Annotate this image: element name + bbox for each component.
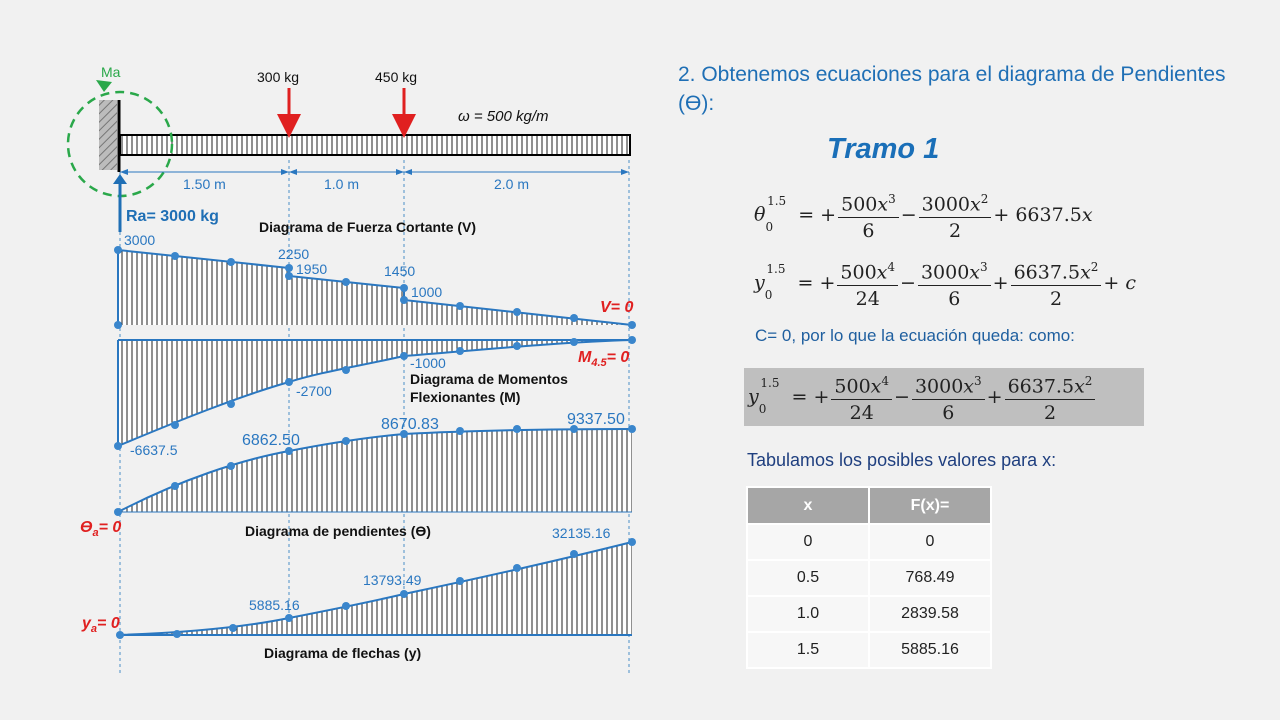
load-2-label: 450 kg bbox=[375, 69, 418, 85]
deflection-value-2: 13793.49 bbox=[363, 572, 422, 588]
moment-value-2: -2700 bbox=[296, 383, 332, 399]
table-row bbox=[747, 596, 991, 632]
theta-equation: $\theta_0^{1.5}$ = + $\frac{500x^3}{6}$ − $\frac{3000x^2}{2}$ + 6637.5x bbox=[754, 186, 1093, 244]
section-heading: 2. Obtenemos ecuaciones para el diagrama de Pendientes (ϴ): bbox=[678, 63, 1226, 115]
moment-end-label: $M_{4.5}= 0$ bbox=[578, 349, 630, 369]
shear-value-5: 1000 bbox=[411, 284, 443, 300]
moment-value-1: -6637.5 bbox=[130, 442, 178, 458]
table-cell-fx: 5885.16 bbox=[869, 632, 991, 668]
deflection-start-label: $y_a= 0$ bbox=[82, 615, 120, 635]
shear-title: Diagrama de Fuerza Cortante (V) bbox=[259, 219, 477, 235]
c-note: C= 0, por lo que la ecuación queda: como: bbox=[755, 326, 1075, 345]
slope-value-1: 6862.50 bbox=[242, 432, 300, 449]
table-row bbox=[747, 560, 991, 596]
shear-area bbox=[118, 250, 632, 325]
distributed-load-label: ω = 500 kg/m bbox=[458, 108, 549, 125]
dim-3: 2.0 m bbox=[494, 176, 530, 192]
table-header-x: x bbox=[747, 487, 869, 524]
final-equation-box: $y_0^{1.5}$ = + $\frac{500x^4}{24}$ − $\frac{3000x^3}{6}$ + $\frac{6637.5x^2}{2}$ bbox=[744, 368, 1144, 426]
table-cell-x: 1.5 bbox=[747, 632, 869, 668]
slope-start-label: $ϴ_a= 0$ bbox=[80, 519, 122, 539]
slope-value-2: 8670.83 bbox=[381, 416, 439, 433]
slope-title: Diagrama de pendientes (ϴ) bbox=[245, 523, 431, 539]
shear-value-4: 1450 bbox=[384, 263, 416, 279]
table-cell-fx: 0 bbox=[869, 524, 991, 560]
dimension-line bbox=[120, 169, 629, 175]
shear-value-2: 2250 bbox=[278, 246, 310, 262]
reaction-label: Ra= 3000 kg bbox=[126, 208, 219, 225]
moment-value-3: -1000 bbox=[410, 355, 446, 371]
table-header-fx: F(x)= bbox=[869, 487, 991, 524]
load-1-label: 300 kg bbox=[257, 69, 300, 85]
dim-2: 1.0 m bbox=[324, 176, 360, 192]
deflection-value-3: 32135.16 bbox=[552, 525, 611, 541]
deflection-value-1: 5885.16 bbox=[249, 597, 300, 613]
table-row bbox=[747, 632, 991, 668]
tramo-title: Tramo 1 bbox=[827, 133, 940, 165]
slope-value-3: 9337.50 bbox=[567, 411, 625, 428]
shear-value-3: 1950 bbox=[296, 261, 328, 277]
moment-label: Ma bbox=[101, 64, 121, 80]
table-cell-x: 0.5 bbox=[747, 560, 869, 596]
deflection-area bbox=[118, 542, 632, 635]
table-cell-fx: 768.49 bbox=[869, 560, 991, 596]
y-equation: $y_0^{1.5}$ = + $\frac{500x^4}{24}$ − $\frac{3000x^3}{6}$ + $\frac{6637.5x^2}{2}$ + c bbox=[754, 254, 1136, 312]
shear-end-label: V= 0 bbox=[600, 299, 634, 316]
slope-area bbox=[118, 429, 632, 512]
tabulate-note: Tabulamos los posibles valores para x: bbox=[747, 450, 1057, 470]
moment-title-line2: Flexionantes (M) bbox=[410, 389, 521, 405]
table-cell-x: 1.0 bbox=[747, 596, 869, 632]
fixed-support bbox=[99, 100, 117, 170]
dim-1: 1.50 m bbox=[183, 176, 226, 192]
beam bbox=[120, 135, 630, 155]
values-table bbox=[746, 486, 992, 669]
shear-value-1: 3000 bbox=[124, 232, 156, 248]
table-row bbox=[747, 524, 991, 560]
deflection-title: Diagrama de flechas (y) bbox=[264, 645, 422, 661]
table-cell-x: 0 bbox=[747, 524, 869, 560]
table-cell-fx: 2839.58 bbox=[869, 596, 991, 632]
moment-title-line1: Diagrama de Momentos bbox=[410, 371, 568, 387]
